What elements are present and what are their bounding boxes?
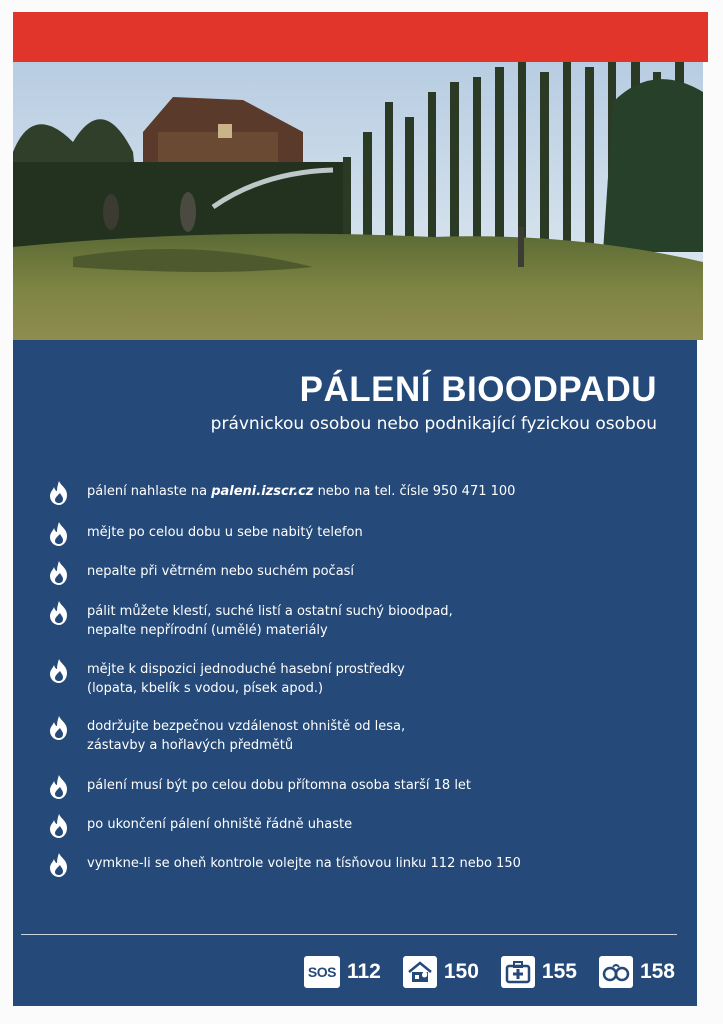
medical-kit-icon [501,956,535,988]
rule-text-end: nebo na tel. čísle 950 471 100 [313,484,516,499]
page-subtitle: právnickou osobou nebo podnikající fyzickou osobou [210,414,657,434]
handcuffs-glyph [602,961,630,983]
rules-list [13,340,697,920]
flame-icon [47,521,71,547]
rule-text [87,854,521,873]
rule-text-start: pálení nahlaste na [87,484,212,499]
emergency-item-112 [304,956,381,988]
photo-illustration [13,62,703,340]
footer-divider [21,934,677,935]
emergency-number[interactable]: 112 [346,960,381,983]
page-title: PÁLENÍ BIOODPADU [299,370,657,409]
rule-text [87,660,405,698]
flame-icon [47,715,71,741]
rule-line-1: vymkne-li se oheň kontrole volejte na tísňovou linku 112 nebo 150 [87,856,521,871]
emergency-number[interactable]: 150 [443,960,479,983]
rule-line-1: pálit můžete klestí, suché listí a ostatní suchý bioodpad, [87,604,453,619]
rule-line-1: dodržujte bezpečnou vzdálenost ohniště od lesa, [87,719,406,734]
handcuffs-icon [599,956,633,988]
rule-text [87,815,352,834]
flame-icon [47,813,71,839]
sos-icon-text: SOS [307,964,336,980]
sos-icon [304,956,340,988]
rule-line-2: (lopata, kbelík s vodou, písek apod.) [87,681,324,696]
emergency-numbers [304,954,675,990]
report-website-link[interactable]: paleni.izscr.cz [211,484,314,499]
rule-line-1: mějte k dispozici jednoduché hasební prostředky [87,662,405,677]
medical-kit-glyph [505,960,531,984]
rule-line-1: po ukončení pálení ohniště řádně uhaste [87,817,353,832]
house-fire-glyph [406,959,434,985]
flame-icon [47,774,71,800]
rule-text [87,562,354,581]
info-panel [13,340,697,1006]
rule-line-2: zástavby a hořlavých předmětů [87,738,294,753]
emergency-number[interactable]: 158 [639,960,675,983]
rule-line-1: nepalte při větrném nebo suchém počasí [87,564,355,579]
rule-line-2: nepalte nepřírodní (umělé) materiály [87,623,328,638]
emergency-item-158 [599,956,675,988]
red-header-band [13,12,708,62]
flame-icon [47,600,71,626]
rule-text [87,602,453,640]
emergency-item-155 [501,956,577,988]
rule-line-1: mějte po celou dobu u sebe nabitý telefon [87,525,363,540]
fire-brigade-icon [403,956,437,988]
garden-burning-photo [13,62,703,340]
emergency-number[interactable]: 155 [541,960,577,983]
rule-text [87,717,405,755]
rule-line-1: pálení musí být po celou dobu přítomna osoba starší 18 let [87,778,472,793]
rule-text [87,523,363,542]
flame-icon [47,658,71,684]
emergency-item-150 [403,956,479,988]
flame-icon [47,560,71,586]
flame-icon [47,480,71,506]
flame-icon [47,852,71,878]
rule-text [87,776,471,795]
rule-text [87,482,515,501]
